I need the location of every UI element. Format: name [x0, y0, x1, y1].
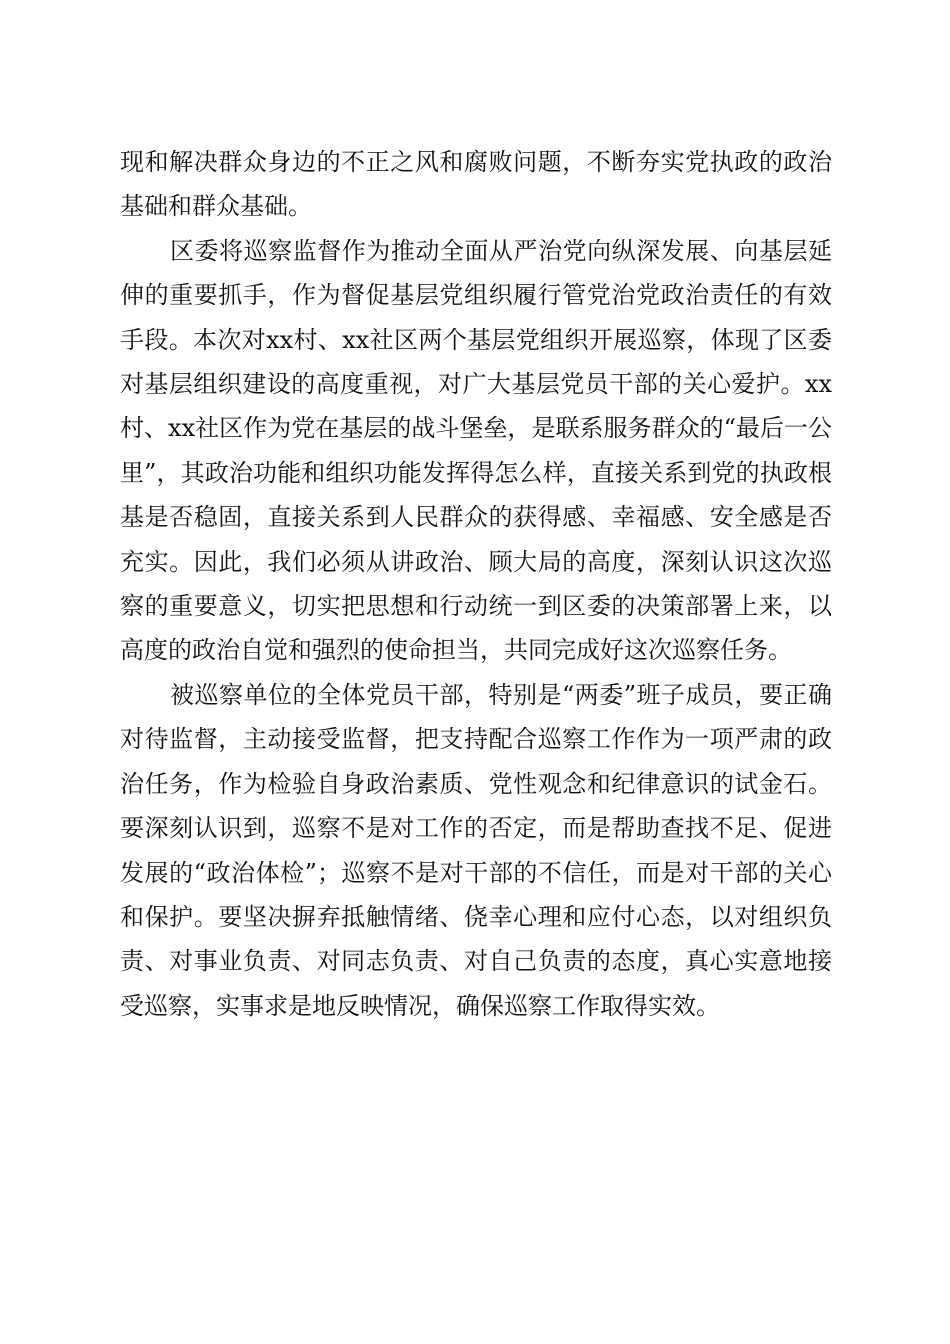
paragraph-accept-supervision: 被巡察单位的全体党员干部，特别是“两委”班子成员，要正确对待监督，主动接受监督，把支持配合巡察工作作为一项严肃的政治任务，作为检验自身政治素质、党性观念和纪律意识的试金石。要深刻认识到，巡察不是对工作的否定，而是帮助查找不足、促进发展的“政治体检”；巡察不是对干部的不信任，而是对干部的关心和保护。要坚决摒弃抵触情绪、侥幸心理和应付心态，以对组织负责、对事业负责、对同志负责、对自己负责的态度，真心实意地接受巡察，实事求是地反映情况，确保巡察工作取得实效。 — [120, 680, 832, 1020]
body-text — [120, 140, 832, 1028]
paragraph-continuation: 现和解决群众身边的不正之风和腐败问题，不断夯实党执政的政治基础和群众基础。 — [120, 148, 832, 221]
paragraph-inspection-purpose: 区委将巡察监督作为推动全面从严治党向纵深发展、向基层延伸的重要抓手，作为督促基层党组织履行管党治党政治责任的有效手段。本次对xx村、xx社区两个基层党组织开展巡察，体现了区委对基层组织建设的高度重视，对广大基层党员干部的关心爱护。xx村、xx社区作为党在基层的战斗堡垒，是联系服务群众的“最后一公里”，其政治功能和组织功能发挥得怎么样，直接关系到党的执政根基是否稳固，直接关系到人民群众的获得感、幸福感、安全感是否充实。因此，我们必须从讲政治、顾大局的高度，深刻认识这次巡察的重要意义，切实把思想和行动统一到区委的决策部署上来，以高度的政治自觉和强烈的使命担当，共同完成好这次巡察任务。 — [120, 236, 832, 665]
